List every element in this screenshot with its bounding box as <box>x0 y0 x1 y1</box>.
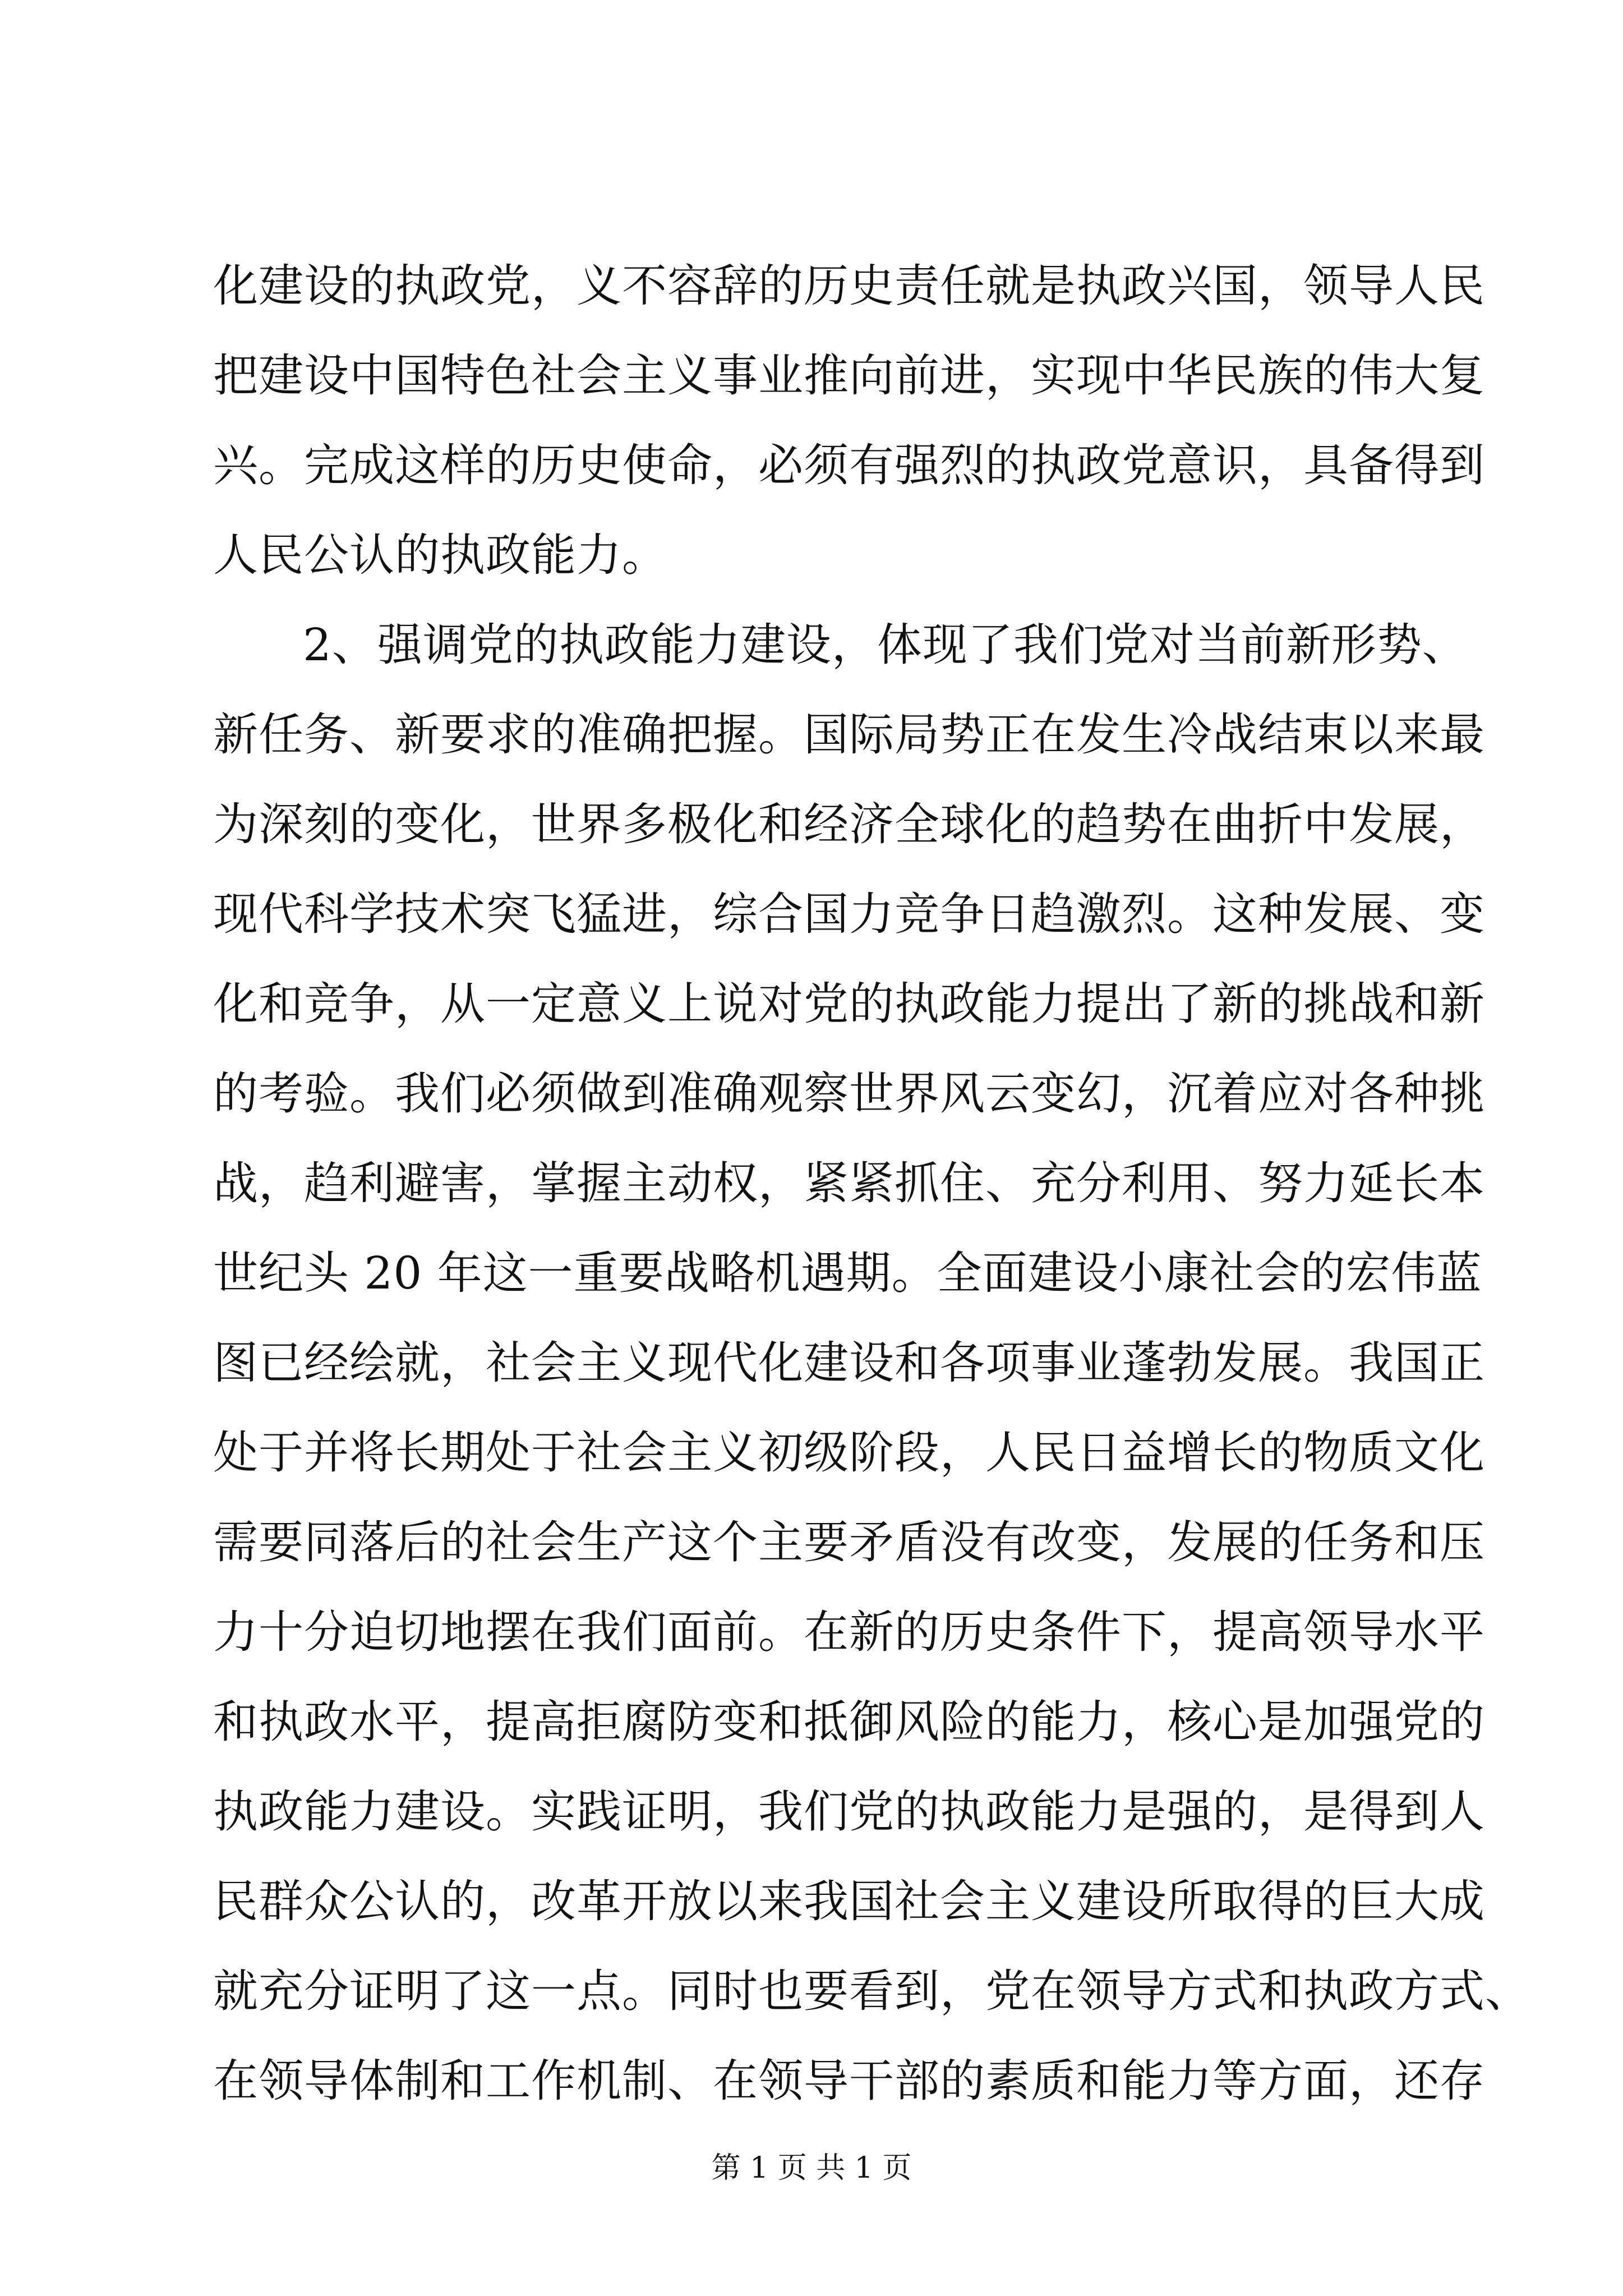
text-line: 为深刻的变化，世界多极化和经济全球化的趋势在曲折中发展， <box>213 798 1485 850</box>
text-line: 处于并将长期处于社会主义初级阶段，人民日益增长的物质文化 <box>213 1427 1485 1479</box>
body-text <box>213 241 1530 2126</box>
text-line: 民群众公认的，改革开放以来我国社会主义建设所取得的巨大成 <box>213 1875 1485 1927</box>
text-line: 新任务、新要求的准确把握。国际局势正在发生冷战结束以来最 <box>213 708 1485 761</box>
text-line: 图已经绘就，社会主义现代化建设和各项事业蓬勃发展。我国正 <box>213 1337 1485 1389</box>
text-line: 现代科学技术突飞猛进，综合国力竞争日趋激烈。这种发展、变 <box>213 888 1485 940</box>
text-line: 执政能力建设。实践证明，我们党的执政能力是强的，是得到人 <box>213 1786 1485 1838</box>
text-line: 战，趋利避害，掌握主动权，紧紧抓住、充分利用、努力延长本 <box>213 1157 1485 1209</box>
text-line: 世纪头 20 年这一重要战略机遇期。全面建设小康社会的宏伟蓝 <box>213 1247 1482 1299</box>
text-line: 和执政水平，提高拒腐防变和抵御风险的能力，核心是加强党的 <box>213 1696 1485 1748</box>
paragraph-first-line: 2、强调党的执政能力建设，体现了我们党对当前新形势、 <box>303 619 1468 671</box>
text-line: 就充分证明了这一点。同时也要看到，党在领导方式和执政方式、 <box>213 1965 1530 2017</box>
text-line: 化和竞争，从一定意义上说对党的执政能力提出了新的挑战和新 <box>213 978 1485 1030</box>
text-line: 的考验。我们必须做到准确观察世界风云变幻，沉着应对各种挑 <box>213 1068 1485 1120</box>
text-line: 化建设的执政党，义不容辞的历史责任就是执政兴国，领导人民 <box>213 260 1485 312</box>
text-line: 力十分迫切地摆在我们面前。在新的历史条件下，提高领导水平 <box>213 1606 1485 1658</box>
page-number-label: 第 1 页 共 1 页 <box>711 2151 912 2185</box>
page-footer <box>0 2148 1623 2188</box>
text-line: 需要同落后的社会生产这个主要矛盾没有改变，发展的任务和压 <box>213 1516 1485 1568</box>
text-line: 兴。完成这样的历史使命，必须有强烈的执政党意识，具备得到 <box>213 439 1485 491</box>
text-line: 把建设中国特色社会主义事业推向前进，实现中华民族的伟大复 <box>213 349 1485 402</box>
text-line: 在领导体制和工作机制、在领导干部的素质和能力等方面，还存 <box>213 2055 1485 2107</box>
text-line: 人民公认的执政能力。 <box>213 529 667 581</box>
